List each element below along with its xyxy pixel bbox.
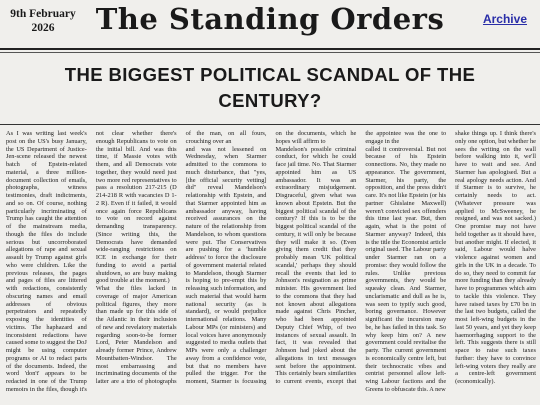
archive-link[interactable]: Archive: [482, 12, 527, 26]
article-paragraph: What the files lacked in coverage of major American political figures, they more than made up for this side of the Atlantic in their inclusion of new and revelatory materials regarding soon-to-be former Lord, Peter Mandelson and already former Prince, Andrew Mountbatten-Windsor. The most embarrassing and incriminating documents of the latter are a trio of photographs of the man, on all fours, crouching over an: [95, 130, 267, 385]
issue-date: 9th February 2026: [10, 8, 76, 34]
masthead: [0, 0, 540, 50]
headline-divider: [0, 124, 540, 125]
article-headline: THE BIGGEST POLITICAL SCANDAL OF THE CENTURY?: [64, 64, 476, 111]
article-paragraph: and was not lessened on Wednesday, when Starmer admitted to the commons to much disturbance, that "yes, [the official security vetting] did" reveal Mandelson's relationship with Epstein, and that Starmer appointed him as ambassador anyway, having received assurances on the nature of the relationship from Mandelson, to whom questions were put. The Conservatives are pushing for a 'humble address' to force the disclosure of government material related to Mandelson, though Starmer is hoping to pre-empt this by releasing such information, and such material that would harm national security (as is standard), or would prejudice international relations. Many Labour MPs (or ministers) and local voices have anonymously suggested to media outlets that MPs were only a challenger away from a confidence vote, but that no members have pulled the trigger. For the moment, Starmer is focussing on the documents, which he hopes will affirm to: [185, 130, 357, 385]
newspaper-title[interactable]: The Standing Orders: [95, 2, 445, 36]
article-body: [6, 130, 536, 405]
article-paragraph: called it controversial. But not because of his Epstein connections. No, they made no appearance. The government, Starmer, his party, the opposition, and the press didn't care. It's not like Epstein (or his partner Ghislaine Maxwell) weren't convicted sex offenders this time last year. But, then again, what is the point of Starmer anyway? Indeed, this is the title the Economist article original used. The Labour party under Starmer ran on a promise: they would follow the rules. Unlike previous governments, they would be squeaky clean. And Starmer, unclarismatic and dull as he is, was seen to typify such good, boring governance. However significant the incursion may be, he has failed in this task. So why keep him on? A new government could revitalise the party. The current government is economically centre left, but their technocratic vibes and centrist personnel allow left-wing Labour factions and the Greens to obfuscate this. A new: [365, 145, 447, 393]
article-paragraph: shake things up. I think there's only one option, but whether he sees the writing on the wall before walking into it, we'll have to wait and see. And Starmer has apologised. But a real apology needs action. And if Starmer is to survive, he certainly needs to act. (Whatever pressure was applied to McSweeney, he resigned, and was not sacked.) One promise may not have held together as it should have, but another might. If elected, it said, Labour would halve violence against women and girls in the UK in a decade. To do so, they need to commit far more funding than they already have to programmes which aim to tackle this violence. They have raised taxes by £70 bn in the last two budgets, called the most left-wing budgets in the last 50 years, and yet they keep haemorrhaging support to the left. This suggests there is still space to raise such taxes further: they have to convince left-wing voters they really are a centre-left government (economically).: [455, 130, 536, 385]
article-paragraph: Mandelson's possible criminal conduct, for which he could face jail time. No. That Starmer appointed him as US ambassador. It was an extraordinary misjudgement. Disgraceful, given what was known about Epstein. But the biggest political scandal of the century? If this is to be the biggest political scandal of the century, it will only be because they will make it so. (Even giving them credit that they probably mean 'UK political scandal,' perhaps they should recall the events that led to Johnson's resignation as prime minister. His government lied to the commons that they had not known about allegations made against Chris Pincher, who had been appointed Deputy Chief Whip, of two instances of sexual assault. In fact, it was revealed that Johnson had joked about the allegations in text messages sent before the appointment. This certainly bears similarities to current events, except that the appointee was the one to engage in the: [275, 130, 447, 385]
article-paragraph: As I was writing last week's post on the US's busy January, the US Department of Justice-Jen-scene released the newest batch of Epstein-related material, a three million-document collection of emails, photographs, witness testimonies, draft indictments, and so on. Of course, nothing particularly incriminating of Trump has caught the attention of the mainstream media, though the files do include serious but uncorroborated allegations of rape and sexual assault by Trump against girls who were children. Like the previous releases, the pages and pages of files are littered with redactions, consistently obscuring names and email addresses of obvious perpetrators and repeatedly exposing the identities of victims. The haphazard and inconsistent redactions have caused some to suggest the DoJ might be using computer programs or AI to redact parts of the documents. Indeed, the word 'don't' appears to be redacted in one of the Trump memoirs in the files, though it's not clear whether there's enough Republicans to vote on the initial bill. And was this time, if Massie votes with them, and all Democrats vote together, they would need just two more red representatives to pass a resolution 217-215 (D 214-218 R with vacancies D 1-2 R). Even if it failed, it would once again force Republicans to vote on record against demanding transparency. (Since writing this, the Democrats have demanded wide-ranging restrictions on ICE in exchange for their funding to avoid a partial shutdown, so are busy making good trouble at the moment.): [6, 130, 177, 393]
masthead-divider-thin: [0, 52, 540, 53]
masthead-divider-thick: [0, 48, 540, 50]
